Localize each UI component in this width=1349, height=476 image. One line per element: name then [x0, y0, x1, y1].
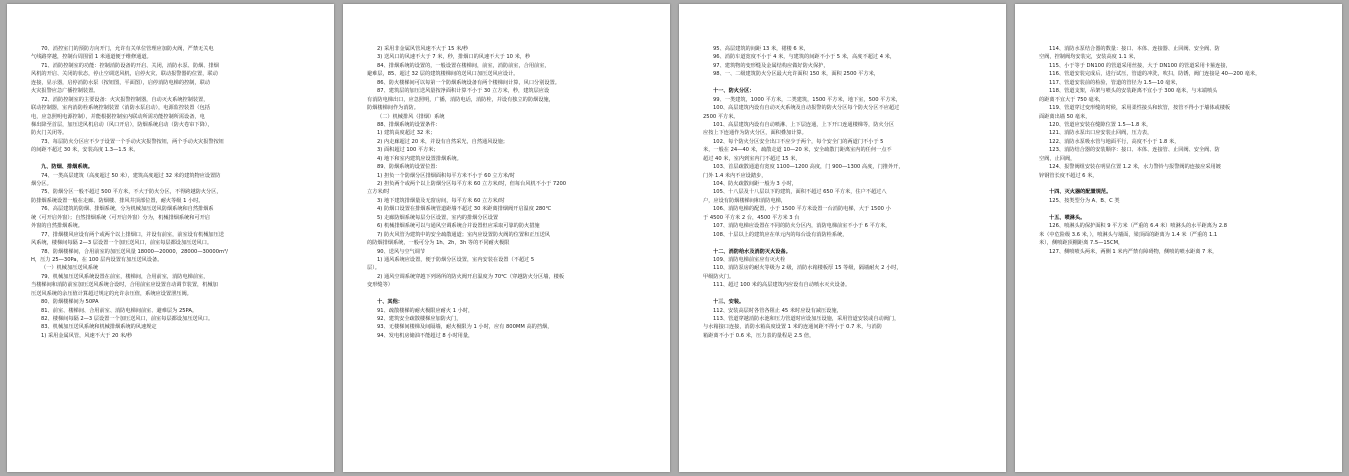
text-line: 防排烟系统设置一般在走廊、防烟楼、排风井顶部位置，耐火等级 1 小时。	[31, 197, 204, 204]
text-line: 77、排烟楼风应设有两个或两个以上排烟口，并设有前室，前室设有机械加压送	[41, 231, 224, 238]
text-line: 79、机械加压送风系统设置在前室，楼梯间，合用前室，消防电梯前室，	[41, 273, 209, 280]
text-line: 115、小于等于 DN100 的管道采用丝接，大于 DN100 的管道采用卡箍连接，	[1049, 62, 1231, 69]
document-page-4	[1015, 4, 1342, 472]
text-line: 立方米/时	[367, 189, 390, 196]
text-line: 84、排烟系统的设置的，一般设置在楼梯间，前室，消防前室，合用前室，	[377, 62, 550, 69]
text-line: 2) 内走廊超过 20 米，并设有自然采光，自然通风设施；	[377, 138, 508, 145]
section-heading: 十五、喷淋头。	[1049, 214, 1086, 221]
text-line: 变形缝等）	[367, 282, 393, 289]
blank-line	[703, 290, 988, 298]
text-line: 避难层，85、超过 32 层的建筑楼梯间的送风口加压送风应设计。	[367, 71, 519, 78]
text-line: 103、首层疏散通道有宽度 1100—1200 高度，门 900—1300 高度，门推外开，	[713, 164, 904, 171]
text-line: 112、安装高层时各管各阻止 45 米时应设有减压设施，	[713, 307, 842, 314]
blank-line	[31, 155, 316, 163]
text-line: 当楼梯间和消防前室加压送风系统合设时，合用前室应设置自动调节装置，机械加	[31, 282, 218, 289]
text-line: 应按上下连通作为防火分区，面积叠加计算。	[703, 130, 807, 137]
text-line: 109、消防电梯前室应有灭火栓	[713, 256, 786, 263]
text-line: 锌钢管长度不超过 6 米，	[1039, 172, 1098, 179]
section-heading: 九、防烟、排烟系统。	[41, 164, 93, 171]
section-heading: 十、其他：	[377, 299, 403, 306]
text-line: 117、管道安装前的检验，管道的管径为 1.5—10 毫米，	[1049, 79, 1181, 86]
text-line: 1) 采用金属风管，风速不大于 20 米/秒	[41, 332, 133, 339]
text-line: 3) 地下建筑排烟量及无窗房间，每平方米 60 立方米/时	[377, 197, 505, 204]
text-line: 114、消防水泵结合器的数量：接口、本体、连接器、止回阀、安全阀、防	[1049, 46, 1220, 52]
text-line: 空阀，控制阀均安装完，安装高度 1.1 米，	[1039, 54, 1139, 61]
text-line: 74、一类高层建筑（高度超过 50 米），建筑高度超过 32 米的建筑物应设置防	[41, 172, 221, 179]
text-line: 1) 通风系统应设置，便于防烟分区设置，室内安装在设置（不超过 5	[377, 256, 535, 263]
text-line: 119、管道穿过变形缝的时候，采用柔性接头和软管，按管不得小于墙体或楼板	[1049, 105, 1231, 112]
blank-line	[1039, 205, 1324, 213]
text-line: 风机的开启、关闭的状态，停止空调送风机，启停火灾、联动报警器的位置，联动	[31, 71, 218, 78]
text-line: 122、消防水泵吸水管与地面平行，高度不小于 1.8 米，	[1049, 138, 1180, 145]
text-line: 99、一类建筑，1000 平方米，二类建筑，1500 平方米，地下室，500 平方米，	[713, 96, 901, 103]
text-line: 113、管道穿越消防水池和压力管道时应设加压设施，采用管道安装或自动阀门，	[713, 316, 900, 322]
text-line: 2500 平方米。	[703, 113, 739, 120]
text-line: 与水箱接口连接，消防水箱高度设置 1 米的连通间距不得小于 0.7 米，与消防	[703, 324, 882, 331]
text-line: 火灾报警应急广播控制装置。	[31, 88, 99, 95]
text-line: 127、侧喷喷头两米，两侧 1 米内严禁有障碍物，侧喷的喷水距离 7 米，	[1049, 248, 1218, 255]
text-line: 116、管道安装完成后，进行试压，管道的冲洗，吹扫，防锈，阀门连接是 40—200 毫米，	[1049, 71, 1261, 78]
text-line: 连接，显示器，启停消防水泵（按钮图，平面图），启停消防电梯的控制，联动	[31, 79, 210, 86]
text-line: 76、高层建筑的防烟、排烟系统，分为机械加压送风防烟系统和自然排烟系	[41, 206, 214, 213]
text-line: 78、防烟楼梯间，合用前室的加压送风量 18000—20000，28000—30000m³/	[41, 248, 228, 255]
text-line: 90、送风与空气调节	[377, 248, 426, 255]
text-line: 1) 担负一个防烟分区排烟面积每平方米不小于 60 立方米/时	[377, 172, 515, 179]
text-line: 87、建筑层的加压送风量按净面积计算不小于 30 立方米，秒，建筑层应设	[377, 88, 550, 95]
text-line: 100、高层建筑内设有自动灭火系统及自动报警的防火分区每个防火分区不应超过	[713, 105, 900, 112]
text-line: 91、疏散楼梯的耐火极限应耐火 1 小时，	[377, 307, 474, 314]
text-line: 超过 40 米，室内到室内门不超过 15 米，	[703, 155, 801, 162]
text-line: 5) 走廊防烟系统每层分区设置，室内的排烟分区设置	[377, 214, 499, 221]
text-line: 防火门关闭等。	[31, 130, 68, 137]
text-line: 甲级防火门。	[703, 273, 735, 280]
text-line: 4) 地下和室内建筑应设置排烟系统。	[377, 155, 462, 162]
text-line: 72、消防控制室的主要设备：火灾报警控制器，自动灭火系统控制装置，	[41, 96, 209, 103]
text-line: 95、高层建筑的间距 13 米，裙楼 6 米，	[713, 46, 809, 52]
text-line: 空阀，止回阀，	[1039, 155, 1076, 162]
text-line: 71、消防控制室的功能：控制消防设备的开启、关闭，消防水泵、防烟、排烟	[41, 62, 219, 69]
text-line: 有消防电梯出口，应急照明，广播，消防电话，消防栓，并设有独立的防烟设施，	[367, 96, 554, 103]
text-line: 电，应急照明电源控制），并能根据控制室内联动所需功能控制所需设备，电	[31, 113, 205, 120]
blank-line	[703, 239, 988, 247]
text-line: 121、消防水泵出口应安装止回阀，压力表，	[1049, 130, 1153, 137]
text-line: （一）机械加压送风系统	[41, 265, 99, 272]
text-line: 88、排烟系统的设置条件：	[377, 121, 441, 128]
text-line: 107、消防电梯应设置在不同的防火分区内，消防电梯前室不小于 6 平方米，	[713, 223, 891, 230]
text-line: 89、防烟系统的设置位置：	[377, 164, 441, 171]
text-line: 92、建筑安全疏散楼梯应加防火门，	[377, 316, 462, 322]
text-line: 门外 1.4 米内不应设踏步，	[703, 172, 767, 179]
text-line: 96、消防车道宽度不小于 4 米，与建筑的间距不小于 5 米，高度不超过 4 米，	[713, 54, 896, 61]
text-line: 102、每个防火分区安全出口不应少于两个，每个安全门的两道门不小于 5	[713, 138, 884, 145]
text-line: 米（中危险级 3.6 米，），喷淋头与墙面，梁顶面的距离为 1.4 米（严重的 1.1	[1039, 231, 1218, 238]
section-heading: 十一、防火分区：	[713, 88, 755, 95]
text-line: 面距离出墙 50 毫米，	[1039, 113, 1091, 120]
text-line: 统（可开启外窗）；自然排烟系统（可开启外窗）分为，机械排烟系统和可开启	[31, 214, 210, 221]
text-line: 气线路穿越，控制台周围留 1 米通道便于维修通道。	[31, 54, 152, 61]
text-line: 120、管道应安装在缝隙位置 1.5—1.8 米，	[1049, 121, 1152, 128]
text-line: 7) 防火风管为建筑中的安全疏散通道；室内应设置防火阀的位置和正压送风	[377, 231, 550, 238]
text-line: 的距离不宜大于 750 毫米，	[1039, 96, 1105, 103]
text-line: 125、按类型分为 A、B、C 类	[1049, 197, 1120, 204]
text-line: 101、高层建筑内设有自动喷淋、上下层连通，上下开口连通楼梯等，防火分区	[713, 121, 895, 128]
blank-line	[1039, 180, 1324, 188]
text-line: 110、消防泵房的耐火等级为 2 级，消防水箱楼板厚 15 等级，隔墙耐火 2 小时，	[713, 265, 902, 272]
text-line: 111、超过 100 米的高层建筑内应设有自动喷水灭火设备。	[713, 282, 851, 289]
section-heading: 十二、消防给水及消防灭火设备。	[713, 248, 791, 255]
text-line: （二）机械排风（排烟）系统	[377, 113, 445, 120]
text-line: H，压力 25—30Pa，在 100 层内设置有加压送风设备。	[31, 256, 163, 263]
text-line: 箱距离不小于 0.6 米，压力表的量程是 2.5 倍，	[703, 332, 815, 339]
text-line: 123、消防结合器的安装顺序：接口、本体、连接管、止回阀、安全阀、防	[1049, 147, 1220, 154]
text-line: 的间距不超过 30 米，安装高度 1.3—1.5 米。	[31, 147, 139, 154]
text-line: 126、喷淋头的保护面积 9 平方米（严重的 6.4 米）喷淋头的水平距离为 2.8	[1049, 223, 1228, 230]
text-line: 98、一、二级建筑防火分区最大允许面积 150 米，面积 2500 平方米，	[713, 71, 879, 78]
text-line: 联动控制器，室内消防栓系统控制装置（消防水泵启动），电源监控装置（包括	[31, 105, 210, 112]
text-line: 86、防火楼梯间可以每第一个防烟系统设备有两个楼梯间计算，风口分别设置。	[377, 79, 560, 86]
text-line: 梯出降至首层，加压送风机启动（风口开启），防烟系统启动（防火卷帘下降），	[31, 121, 213, 128]
text-line: 82、楼梯间每隔 2—3 层设置一个加压送风口，前室每层都设加压送风口。	[41, 316, 214, 322]
text-line: 73、每层防火分区应不少于设置一个手动火灾报警按钮，两个手动火灾报警按钮	[41, 138, 224, 145]
text-line: 118、管道支架，吊架与喷头的安装距离不宜小于 300 毫米，与末端喷头	[1049, 88, 1218, 95]
text-line: 的防烟排烟系统，一般可分为 1h、2h，3h 等的不同耐火极限	[367, 240, 510, 247]
text-line: 6) 机械排烟系统可以与通风空调系统合并设置但应采取可靠的防火措施	[377, 223, 540, 230]
text-line: 124、报警阀组安装在明显位置 1.2 米，水力警铃与报警阀的连接应采用镀	[1049, 164, 1221, 171]
text-line: 2) 采用非金属风管风速不大于 15 米/秒	[377, 46, 469, 52]
text-line: 97、建筑物的变形缝及金属结构应做好防火保护，	[713, 62, 829, 69]
text-line: 防烟楼梯间作为消防。	[367, 105, 419, 112]
text-line: 于 4500 平方米 2 台，4500 平方米 3 台	[703, 214, 800, 221]
text-line: 2) 通风空调系统穿越下列场所的防火阀开启温度为 70℃（穿越防火分区墙，楼板	[377, 273, 565, 280]
text-line: 户，应设有防烟楼梯间和消防电梯，	[703, 197, 787, 204]
text-line: 3) 送风口的风速不大于 7 米，秒，排烟口的风速不大于 10 米，秒	[377, 54, 531, 61]
document-page-2	[343, 4, 670, 472]
text-line: 风系统，楼梯间每隔 2—3 层设置一个加压送风口，前室每层都设加压送风口。	[31, 240, 213, 247]
text-line: 米），侧喷距顶棚距离 7.5—15CM，	[1039, 240, 1124, 247]
text-line: 104、防火疏散间距一般为 3 小时，	[713, 181, 797, 187]
text-line: 75、防烟分区一般不超过 500 平方米，不大于防火分区，不得跨越防火分区，	[41, 189, 222, 196]
text-line: 108、十层以上的建筑应在单元内的每台设有消防栓系统，	[713, 231, 848, 238]
blank-line	[703, 79, 988, 87]
text-line: 4) 防烟口设置在排烟系统管道距墙不超过 30 米距离排烟阀开启温度 280℃	[377, 206, 552, 213]
text-line: 70、消控室门的预防方向开门，允许有关单位管理应加防火阀，严禁无关电	[41, 46, 214, 52]
text-line: 80、防烟楼梯间为 50PA	[41, 299, 99, 306]
text-line: 2) 担负两个或两个以上防烟分区每平方米 60 立方米/时，但每台风机不小于 7200	[377, 181, 567, 187]
blank-line	[367, 290, 652, 298]
text-line: 米，一般在 24—40 米，疏散走道 10—20 米，安全疏散门距离室内的任何一点不	[703, 147, 892, 154]
text-line: 94、发电机房储油不能超过 8 小时用量，	[377, 332, 474, 339]
text-line: 3) 面积超过 100 平方米；	[377, 147, 439, 154]
text-line: 外窗的自然排烟系统。	[31, 223, 83, 230]
document-page-3	[679, 4, 1006, 472]
text-line: 83、机械加压送风系统和机械排烟系统的风速规定	[41, 324, 157, 331]
section-heading: 十四、灭火器的配置规范。	[1049, 189, 1112, 196]
text-line: 81、前室、楼梯间、合用前室、消防电梯间前室、避难层为 25PA。	[41, 307, 198, 314]
text-line: 105、十八层及十八层以下的建筑，面积不超过 650 平方米，住户不超过八	[713, 189, 887, 196]
text-line: 压送风系统的余压值计算超过规定的允许余压值，系统应设置泄压阀。	[31, 290, 192, 297]
text-line: 1) 建筑高度超过 32 米；	[377, 130, 436, 137]
text-line: 层）。	[367, 265, 380, 272]
text-line: 106、消防电梯的配置，小于 1500 平方米设置一台消防电梯，大于 1500 小	[713, 206, 891, 213]
document-page-1	[7, 4, 334, 472]
text-line: 93、无楼梯间楼梯及间隔墙，耐火极限为 1 小时，应有 800MM 高的挡烟，	[377, 324, 553, 331]
text-line: 烟分区。	[31, 181, 52, 187]
section-heading: 十三、安装。	[713, 299, 745, 306]
